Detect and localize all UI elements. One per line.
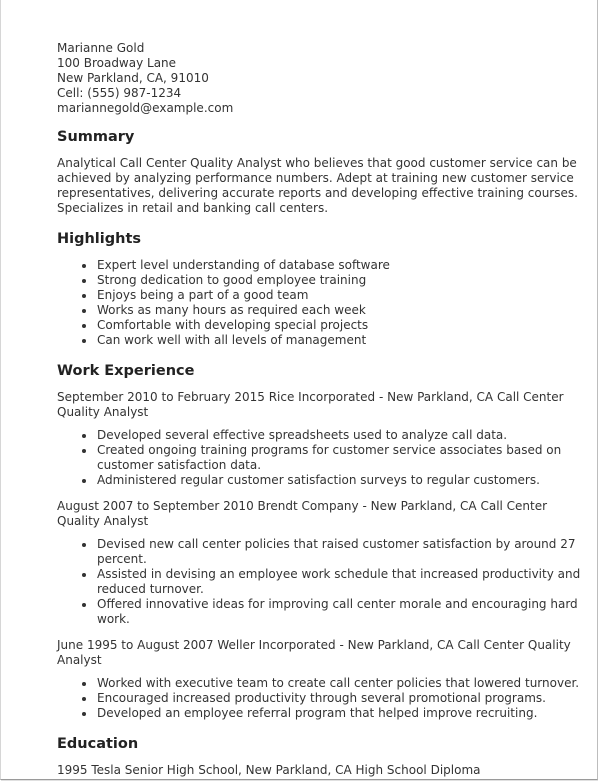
job-duty-item: Developed several effective spreadsheets used to analyze call data. xyxy=(97,428,587,443)
job-duties-list xyxy=(57,676,587,721)
contact-city: New Parkland, CA, 91010 xyxy=(57,71,209,85)
job-duty-item: Offered innovative ideas for improving call center morale and encouraging hard work. xyxy=(97,597,587,627)
contact-cell: Cell: (555) 987-1234 xyxy=(57,86,182,100)
education-heading: Education xyxy=(57,736,139,752)
job-header: June 1995 to August 2007 Weller Incorporated - New Parkland, CA Call Center Quality Analyst xyxy=(57,638,571,667)
contact-address: 100 Broadway Lane xyxy=(57,56,177,70)
summary-text: Analytical Call Center Quality Analyst who believes that good customer service can be achieved by analyzing performance numbers. Adept at training new customer service representatives, delivering accurate reports and developing effective training courses. Specializes in retail and banking call centers. xyxy=(57,156,578,215)
highlight-item: Expert level understanding of database software xyxy=(97,258,587,273)
job-entry xyxy=(57,390,587,488)
job-duty-item: Encouraged increased productivity through several promotional programs. xyxy=(97,691,587,706)
highlights-list xyxy=(57,258,587,348)
summary-section xyxy=(57,127,587,216)
job-duty-item: Assisted in devising an employee work schedule that increased productivity and reduced turnover. xyxy=(97,567,587,597)
experience-heading: Work Experience xyxy=(57,363,195,379)
job-duty-item: Devised new call center policies that raised customer satisfaction by around 27 percent. xyxy=(97,537,587,567)
job-duties-list xyxy=(57,537,587,627)
highlights-heading: Highlights xyxy=(57,231,142,247)
job-duty-item: Worked with executive team to create call center policies that lowered turnover. xyxy=(97,676,587,691)
job-header: August 2007 to September 2010 Brendt Company - New Parkland, CA Call Center Quality Analyst xyxy=(57,499,548,528)
job-duty-item: Created ongoing training programs for customer service associates based on customer satisfaction data. xyxy=(97,443,587,473)
highlight-item: Can work well with all levels of management xyxy=(97,333,587,348)
resume-document xyxy=(57,41,587,778)
contact-block xyxy=(57,41,587,116)
contact-name: Marianne Gold xyxy=(57,41,145,55)
job-duties-list xyxy=(57,428,587,488)
education-section xyxy=(57,734,587,778)
highlight-item: Strong dedication to good employee training xyxy=(97,273,587,288)
job-entry xyxy=(57,638,587,721)
experience-section xyxy=(57,361,587,721)
highlight-item: Works as many hours as required each week xyxy=(97,303,587,318)
job-header: September 2010 to February 2015 Rice Incorporated - New Parkland, CA Call Center Quality Analyst xyxy=(57,390,564,419)
job-entry xyxy=(57,499,587,627)
highlight-item: Enjoys being a part of a good team xyxy=(97,288,587,303)
education-entry: 1995 Tesla Senior High School, New Parkland, CA High School Diploma xyxy=(57,763,481,777)
job-duty-item: Developed an employee referral program that helped improve recruiting. xyxy=(97,706,587,721)
contact-email: mariannegold@example.com xyxy=(57,101,234,115)
highlights-section xyxy=(57,229,587,348)
summary-heading: Summary xyxy=(57,129,135,145)
highlight-item: Comfortable with developing special projects xyxy=(97,318,587,333)
job-duty-item: Administered regular customer satisfaction surveys to regular customers. xyxy=(97,473,587,488)
